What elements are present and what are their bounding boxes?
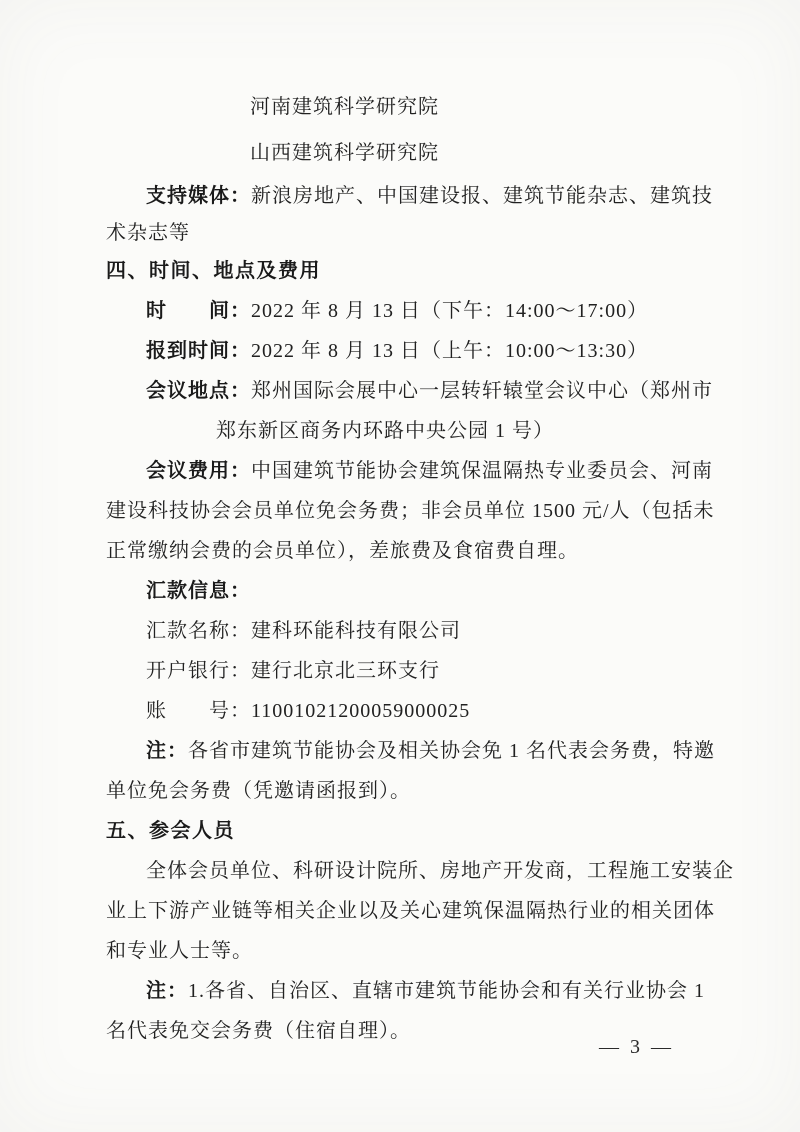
body-text: 名代表免交会务费（住宿自理）。 [106, 1020, 411, 1042]
body-text: 业上下游产业链等相关企业以及关心建筑保温隔热行业的相关团体 [106, 900, 715, 922]
label-text: 注： [146, 740, 188, 762]
page-number: — 3 — [599, 1036, 674, 1058]
body-text: 郑东新区商务内环路中央公园 1 号） [216, 420, 554, 442]
label-text: 报到时间： [146, 340, 251, 362]
text-line [146, 291, 712, 331]
text-line [146, 651, 712, 691]
text-line [146, 691, 712, 731]
body-text: 河南建筑科学研究院 [250, 96, 439, 118]
body-text: 全体会员单位、科研设计院所、房地产开发商，工程施工安装企 [146, 860, 734, 882]
text-line [106, 931, 712, 971]
body-text: 和专业人士等。 [106, 940, 253, 962]
text-line [146, 571, 712, 611]
section-heading [106, 251, 712, 291]
label-text: 汇款信息： [146, 580, 251, 602]
body-text: 山西建筑科学研究院 [250, 142, 439, 164]
label-text: 注： [146, 980, 188, 1002]
label-text: 四、时间、地点及费用 [106, 260, 321, 282]
text-line [146, 971, 712, 1011]
body-text: 2022 年 8 月 13 日（上午：10:00～13:30） [251, 340, 649, 362]
body-text: 汇款名称：建科环能科技有限公司 [146, 620, 461, 642]
label-text: 会议费用： [146, 460, 251, 482]
body-text: 2022 年 8 月 13 日（下午：14:00～17:00） [251, 300, 649, 322]
text-line [250, 130, 712, 176]
text-line [146, 851, 734, 891]
text-line [146, 371, 712, 411]
body-text: 郑州国际会展中心一层转轩辕堂会议中心（郑州市 [251, 380, 713, 402]
text-line [250, 84, 712, 130]
label-text: 会议地点： [146, 380, 251, 402]
text-line [216, 411, 712, 451]
text-line [106, 491, 715, 531]
body-text: 账 号：11001021200059000025 [146, 700, 471, 722]
text-line [146, 176, 712, 216]
body-text: 中国建筑节能协会建筑保温隔热专业委员会、河南 [251, 460, 713, 482]
text-line [146, 731, 715, 771]
body-text: 开户银行：建行北京北三环支行 [146, 660, 440, 682]
body-text: 1.各省、自治区、直辖市建筑节能协会和有关行业协会 1 [188, 980, 705, 1002]
body-text: 单位免会务费（凭邀请函报到）。 [106, 780, 411, 802]
text-line [106, 771, 712, 811]
text-line [146, 331, 712, 371]
body-text: 各省市建筑节能协会及相关协会免 1 名代表会务费，特邀 [188, 740, 715, 762]
body-text: 术杂志等 [106, 222, 190, 244]
label-text: 五、参会人员 [106, 820, 235, 842]
text-line [106, 531, 712, 571]
text-line [146, 611, 712, 651]
body-text: 正常缴纳会费的会员单位），差旅费及食宿费自理。 [106, 540, 579, 562]
body-text: 新浪房地产、中国建设报、建筑节能杂志、建筑技 [251, 185, 713, 207]
body-text: 建设科技协会会员单位免会务费；非会员单位 1500 元/人（包括未 [106, 500, 715, 522]
label-text: 支持媒体： [146, 185, 251, 207]
document-body [106, 84, 734, 1051]
text-line [106, 891, 715, 931]
text-line [146, 451, 712, 491]
section-heading [106, 811, 712, 851]
label-text: 时 间： [146, 300, 251, 322]
text-line [106, 216, 712, 251]
